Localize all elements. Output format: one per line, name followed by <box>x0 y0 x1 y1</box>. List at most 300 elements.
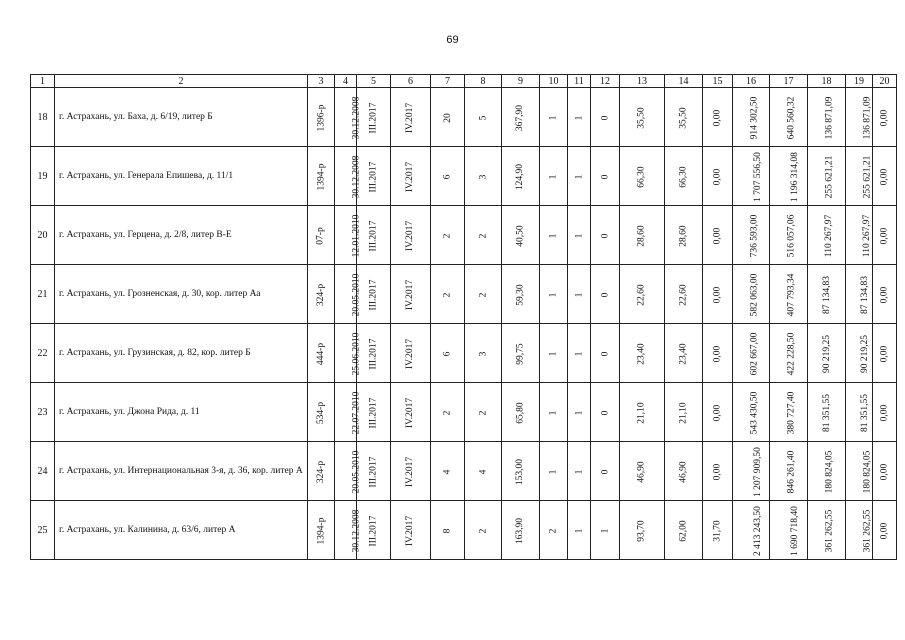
table-cell <box>770 265 808 324</box>
document-date-cell <box>335 442 362 501</box>
table-cell <box>620 206 665 265</box>
cell-value: 30.12.2008 <box>351 509 362 552</box>
table-cell <box>431 147 465 206</box>
table-cell <box>808 442 846 501</box>
document-number-cell <box>308 206 335 265</box>
cell-value: 4 <box>442 469 453 474</box>
cell-value: 0,00 <box>712 404 723 421</box>
table-cell <box>808 206 846 265</box>
table-cell <box>703 265 733 324</box>
table-cell <box>540 324 568 383</box>
document-number-cell <box>308 383 335 442</box>
cell-value: III.2017 <box>368 456 379 487</box>
cell-value: 380 727,40 <box>786 391 797 434</box>
address-cell: г. Астрахань, ул. Джона Рида, д. 11 <box>55 383 308 442</box>
end-quarter-cell <box>391 206 431 265</box>
cell-value: 1 <box>574 469 584 474</box>
cell-value: 87 134,83 <box>860 275 870 314</box>
table-cell <box>873 442 897 501</box>
table-cell <box>733 501 770 560</box>
table-cell <box>665 147 703 206</box>
table-cell <box>703 383 733 442</box>
cell-value: 0,00 <box>712 286 723 303</box>
table-cell <box>591 383 620 442</box>
table-cell <box>431 383 465 442</box>
cell-value: 0,00 <box>879 168 890 185</box>
column-number: 12 <box>591 75 620 88</box>
table-cell <box>568 147 591 206</box>
cell-value: 65,80 <box>515 401 526 424</box>
cell-value: 8 <box>442 528 453 533</box>
cell-value: 1 <box>600 528 610 533</box>
cell-value: III.2017 <box>368 338 379 369</box>
table-row <box>31 206 897 265</box>
cell-value: 153,00 <box>515 458 526 485</box>
document-date-cell <box>335 383 362 442</box>
row-number-cell: 20 <box>31 206 55 265</box>
document-number-cell <box>308 88 335 147</box>
cell-value: 736 593,00 <box>749 214 760 257</box>
cell-value: 22,60 <box>637 283 647 306</box>
cell-value: 40,50 <box>515 224 526 247</box>
table-cell <box>703 501 733 560</box>
cell-value: 1 690 718,40 <box>789 505 800 556</box>
cell-value: 0,00 <box>879 463 890 480</box>
column-number: 17 <box>770 75 808 88</box>
cell-value: 87 134,83 <box>822 275 832 314</box>
table-cell <box>591 206 620 265</box>
start-quarter-cell <box>357 206 391 265</box>
row-number-cell: 18 <box>31 88 55 147</box>
column-number: 18 <box>808 75 846 88</box>
table-cell <box>465 88 502 147</box>
cell-value: 20 <box>442 112 453 123</box>
cell-value: 0,00 <box>712 168 723 185</box>
cell-value: 35,50 <box>637 106 647 129</box>
table-cell <box>568 206 591 265</box>
cell-value: 124,90 <box>515 163 526 190</box>
table-cell <box>733 324 770 383</box>
document-date-cell <box>335 501 362 560</box>
table-cell <box>703 442 733 501</box>
cell-value: 640 560,32 <box>786 96 797 139</box>
cell-value: 66,30 <box>637 165 647 188</box>
table-row <box>31 501 897 560</box>
table-cell <box>733 265 770 324</box>
table-cell <box>808 324 846 383</box>
cell-value: 81 351,55 <box>860 393 870 432</box>
cell-value: 28,60 <box>678 224 689 247</box>
column-number: 7 <box>431 75 465 88</box>
table-cell <box>808 383 846 442</box>
table-cell <box>808 147 846 206</box>
table-cell <box>591 324 620 383</box>
table-cell <box>431 501 465 560</box>
cell-value: 367,90 <box>515 104 526 131</box>
document-number-cell <box>308 265 335 324</box>
cell-value: 0,00 <box>879 286 890 303</box>
cell-value: 59,30 <box>515 283 526 306</box>
cell-value: 1394-р <box>316 517 327 544</box>
table-cell <box>502 501 540 560</box>
column-number: 9 <box>502 75 540 88</box>
row-number-cell: 24 <box>31 442 55 501</box>
cell-value: 5 <box>478 115 488 120</box>
table-cell <box>591 442 620 501</box>
cell-value: IV.2017 <box>405 338 416 369</box>
column-number: 11 <box>568 75 591 88</box>
cell-value: 180 824,05 <box>824 450 835 493</box>
cell-value: 0 <box>600 292 610 297</box>
cell-value: 0 <box>600 351 610 356</box>
table-cell <box>873 501 897 560</box>
column-number: 1 <box>31 75 55 88</box>
cell-value: 6 <box>442 351 453 356</box>
document-number-cell <box>308 324 335 383</box>
cell-value: 543 430,50 <box>749 391 760 434</box>
cell-value: 361 262,55 <box>862 509 873 552</box>
table-cell <box>620 265 665 324</box>
cell-value: 1 <box>574 410 584 415</box>
cell-value: 0,00 <box>879 345 890 362</box>
cell-value: 12.01.2010 <box>351 214 362 257</box>
cell-value: 324-р <box>315 283 326 306</box>
cell-value: 81 351,55 <box>822 393 832 432</box>
table-cell <box>465 324 502 383</box>
table-cell <box>620 324 665 383</box>
table-cell <box>431 265 465 324</box>
cell-value: 516 057,06 <box>786 214 797 257</box>
table-row <box>31 88 897 147</box>
table-cell <box>846 147 873 206</box>
start-quarter-cell <box>357 147 391 206</box>
address-cell: г. Астрахань, ул. Герцена, д. 2/8, литер В-Е <box>55 206 308 265</box>
table-cell <box>733 383 770 442</box>
table-cell <box>591 265 620 324</box>
cell-value: 136 871,09 <box>862 96 873 139</box>
cell-value: 90 219,25 <box>822 334 832 373</box>
cell-value: IV.2017 <box>405 220 416 251</box>
table-cell <box>620 442 665 501</box>
table-cell <box>733 88 770 147</box>
table-cell <box>770 88 808 147</box>
cell-value: III.2017 <box>368 397 379 428</box>
table-row <box>31 147 897 206</box>
cell-value: 1 707 556,50 <box>752 151 763 202</box>
document-date-cell <box>335 206 362 265</box>
row-number-cell: 25 <box>31 501 55 560</box>
column-number: 2 <box>55 75 308 88</box>
cell-value: 361 262,55 <box>824 509 835 552</box>
cell-value: 0,00 <box>879 404 890 421</box>
column-number: 19 <box>846 75 873 88</box>
start-quarter-cell <box>357 324 391 383</box>
table-cell <box>502 147 540 206</box>
cell-value: 0 <box>600 469 610 474</box>
page-number: 69 <box>446 34 459 46</box>
table-cell <box>431 324 465 383</box>
table-row <box>31 265 897 324</box>
cell-value: 0,00 <box>879 227 890 244</box>
cell-value: 1 <box>548 469 559 474</box>
column-number: 16 <box>733 75 770 88</box>
table-cell <box>568 88 591 147</box>
table-cell <box>465 265 502 324</box>
cell-value: 0,00 <box>879 522 890 539</box>
table-cell <box>540 265 568 324</box>
table-row <box>31 442 897 501</box>
table-cell <box>808 501 846 560</box>
table-cell <box>770 501 808 560</box>
cell-value: 0,00 <box>712 109 723 126</box>
table-cell <box>665 442 703 501</box>
cell-value: 22.07.2010 <box>351 391 362 434</box>
cell-value: 0,00 <box>879 109 890 126</box>
cell-value: 28,60 <box>637 224 647 247</box>
table-cell <box>568 383 591 442</box>
start-quarter-cell <box>357 442 391 501</box>
address-cell: г. Астрахань, ул. Грузинская, д. 82, кор. литер Б <box>55 324 308 383</box>
document-date-cell <box>335 147 362 206</box>
column-number: 3 <box>308 75 335 88</box>
address-cell: г. Астрахань, ул. Генерала Епишева, д. 11/1 <box>55 147 308 206</box>
cell-value: 62,00 <box>678 519 689 542</box>
column-number: 5 <box>357 75 391 88</box>
cell-value: 324-р <box>315 460 326 483</box>
table-cell <box>620 501 665 560</box>
table-cell <box>540 206 568 265</box>
table-cell <box>873 265 897 324</box>
cell-value: III.2017 <box>368 515 379 546</box>
cell-value: III.2017 <box>368 220 379 251</box>
cell-value: IV.2017 <box>405 397 416 428</box>
end-quarter-cell <box>391 501 431 560</box>
table-cell <box>846 206 873 265</box>
cell-value: 136 871,09 <box>824 96 835 139</box>
column-number: 8 <box>465 75 502 88</box>
cell-value: 2 <box>442 292 453 297</box>
document-date-cell <box>335 88 362 147</box>
cell-value: 255 621,21 <box>862 155 873 198</box>
cell-value: 20.05.2010 <box>351 273 362 316</box>
cell-value: 1 196 314,08 <box>789 151 800 202</box>
table-cell <box>873 324 897 383</box>
table-cell <box>770 147 808 206</box>
cell-value: 1 <box>574 351 584 356</box>
cell-value: 3 <box>478 174 488 179</box>
table-cell <box>620 383 665 442</box>
end-quarter-cell <box>391 383 431 442</box>
cell-value: 3 <box>478 351 488 356</box>
cell-value: 1 <box>548 292 559 297</box>
column-number-row <box>31 75 897 88</box>
table-cell <box>703 324 733 383</box>
cell-value: 2 <box>478 528 488 533</box>
cell-value: 1 <box>548 351 559 356</box>
column-number: 20 <box>873 75 897 88</box>
table-cell <box>568 324 591 383</box>
cell-value: 23,40 <box>637 342 647 365</box>
table-cell <box>540 147 568 206</box>
table-cell <box>502 442 540 501</box>
cell-value: 1 <box>548 410 559 415</box>
table-cell <box>703 88 733 147</box>
document-date-cell <box>335 324 362 383</box>
end-quarter-cell <box>391 442 431 501</box>
table-cell <box>465 147 502 206</box>
cell-value: 23,40 <box>678 342 689 365</box>
cell-value: III.2017 <box>368 102 379 133</box>
cell-value: 110 267,97 <box>824 214 835 257</box>
cell-value: 2 <box>442 410 453 415</box>
row-number-cell: 19 <box>31 147 55 206</box>
table-cell <box>873 147 897 206</box>
row-number-cell: 23 <box>31 383 55 442</box>
column-number: 6 <box>391 75 431 88</box>
cell-value: 180 824,05 <box>862 450 873 493</box>
table-cell <box>770 206 808 265</box>
cell-value: 444-р <box>315 342 326 365</box>
cell-value: 2 <box>548 528 559 533</box>
end-quarter-cell <box>391 88 431 147</box>
table-cell <box>665 383 703 442</box>
table-cell <box>733 442 770 501</box>
cell-value: 534-р <box>315 401 326 424</box>
cell-value: 1 <box>574 115 584 120</box>
cell-value: 1 <box>548 174 559 179</box>
cell-value: 93,70 <box>637 519 647 542</box>
table-cell <box>846 88 873 147</box>
address-cell: г. Астрахань, ул. Грозненская, д. 30, кор. литер Аа <box>55 265 308 324</box>
table-cell <box>540 442 568 501</box>
cell-value: 1 <box>574 233 584 238</box>
cell-value: 0,00 <box>712 227 723 244</box>
document-number-cell <box>308 147 335 206</box>
table-cell <box>591 501 620 560</box>
table-cell <box>665 88 703 147</box>
cell-value: III.2017 <box>368 161 379 192</box>
row-number-cell: 22 <box>31 324 55 383</box>
end-quarter-cell <box>391 147 431 206</box>
cell-value: 6 <box>442 174 453 179</box>
cell-value: 4 <box>478 469 488 474</box>
table-cell <box>431 206 465 265</box>
address-cell: г. Астрахань, ул. Баха, д. 6/19, литер Б <box>55 88 308 147</box>
start-quarter-cell <box>357 501 391 560</box>
column-number: 15 <box>703 75 733 88</box>
table-cell <box>568 501 591 560</box>
table-cell <box>665 501 703 560</box>
cell-value: 0,00 <box>712 345 723 362</box>
cell-value: 0 <box>600 115 610 120</box>
table-cell <box>502 206 540 265</box>
table-body <box>31 88 897 560</box>
cell-value: 1 207 909,50 <box>752 446 763 497</box>
cell-value: 25.06.2010 <box>351 332 362 375</box>
cell-value: 914 302,50 <box>749 96 760 139</box>
cell-value: 422 228,50 <box>786 332 797 375</box>
cell-value: 255 621,21 <box>824 155 835 198</box>
start-quarter-cell <box>357 265 391 324</box>
table-row <box>31 324 897 383</box>
table-cell <box>431 88 465 147</box>
table-cell <box>465 501 502 560</box>
table-cell <box>502 265 540 324</box>
address-cell: г. Астрахань, ул. Интернациональная 3-я, д. 36, кор. литер А <box>55 442 308 501</box>
table-cell <box>620 147 665 206</box>
table-cell <box>620 88 665 147</box>
cell-value: 2 <box>478 233 488 238</box>
table-cell <box>873 206 897 265</box>
cell-value: 582 063,00 <box>749 273 760 316</box>
table-cell <box>733 206 770 265</box>
end-quarter-cell <box>391 324 431 383</box>
table-cell <box>465 383 502 442</box>
table-cell <box>873 383 897 442</box>
cell-value: 0 <box>600 233 610 238</box>
cell-value: 0,00 <box>712 463 723 480</box>
cell-value: IV.2017 <box>405 279 416 310</box>
table-cell <box>665 265 703 324</box>
cell-value: 2 <box>478 410 488 415</box>
address-cell: г. Астрахань, ул. Калинина, д. 63/6, литер А <box>55 501 308 560</box>
cell-value: IV.2017 <box>405 102 416 133</box>
cell-value: 07-р <box>315 226 326 245</box>
table-cell <box>568 442 591 501</box>
cell-value: IV.2017 <box>405 515 416 546</box>
cell-value: 407 793,34 <box>786 273 797 316</box>
cell-value: 2 <box>442 233 453 238</box>
cell-value: 1 <box>548 233 559 238</box>
cell-value: 1 <box>548 115 559 120</box>
table-cell <box>770 442 808 501</box>
end-quarter-cell <box>391 265 431 324</box>
cell-value: 21,10 <box>637 401 647 424</box>
cell-value: 0 <box>600 174 610 179</box>
table-cell <box>591 88 620 147</box>
cell-value: 110 267,97 <box>862 214 873 257</box>
cell-value: 163,90 <box>515 517 526 544</box>
cell-value: 90 219,25 <box>860 334 870 373</box>
table-cell <box>703 206 733 265</box>
cell-value: 2 <box>478 292 488 297</box>
table-cell <box>540 88 568 147</box>
table-cell <box>846 442 873 501</box>
start-quarter-cell <box>357 383 391 442</box>
cell-value: IV.2017 <box>405 456 416 487</box>
document-number-cell <box>308 442 335 501</box>
table-cell <box>808 88 846 147</box>
cell-value: IV.2017 <box>405 161 416 192</box>
cell-value: 1 <box>574 292 584 297</box>
housing-register-table <box>30 74 897 560</box>
document-date-cell <box>335 265 362 324</box>
table-cell <box>502 383 540 442</box>
table-cell <box>665 324 703 383</box>
table-cell <box>770 383 808 442</box>
cell-value: 46,90 <box>678 460 689 483</box>
cell-value: 1 <box>574 174 584 179</box>
table-cell <box>465 206 502 265</box>
cell-value: 846 261,40 <box>786 450 797 493</box>
table-cell <box>465 442 502 501</box>
document-number-cell <box>308 501 335 560</box>
cell-value: 99,75 <box>515 342 526 365</box>
table-cell <box>431 442 465 501</box>
table-cell <box>665 206 703 265</box>
cell-value: 0 <box>600 410 610 415</box>
cell-value: 31,70 <box>712 519 723 542</box>
